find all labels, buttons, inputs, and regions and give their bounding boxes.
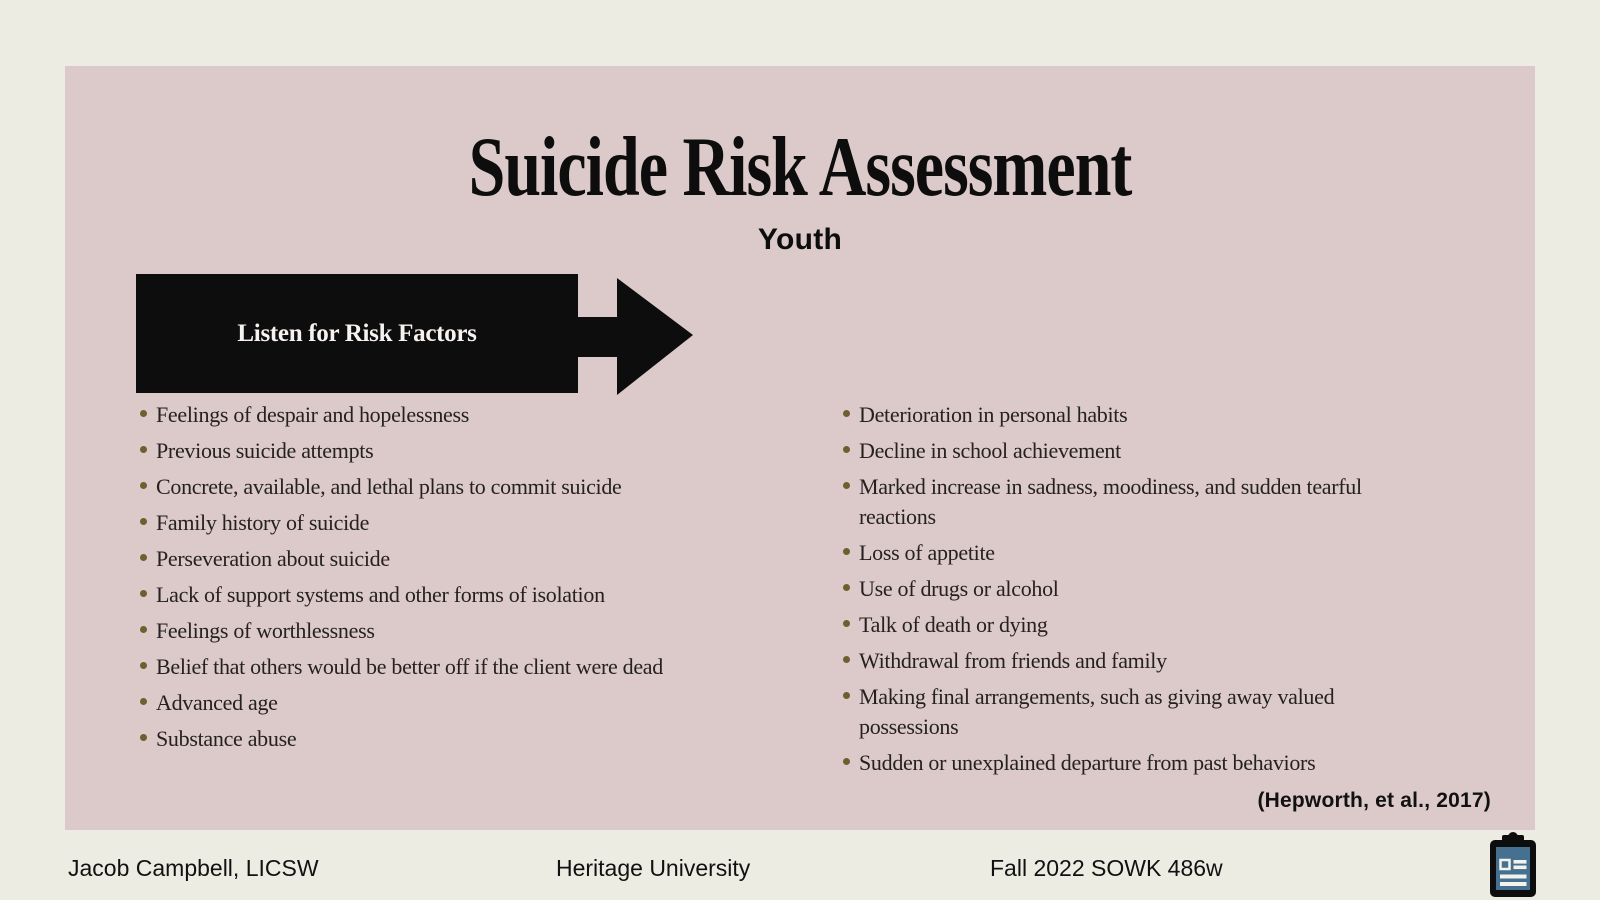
risk-factor-item: Sudden or unexplained departure from past behaviors — [840, 748, 1430, 778]
risk-factor-item: Previous suicide attempts — [137, 436, 827, 466]
risk-factor-item: Use of drugs or alcohol — [840, 574, 1430, 604]
slide-subtitle: Youth — [757, 223, 843, 256]
footer-course: Fall 2022 SOWK 486w — [990, 855, 1223, 881]
risk-factor-item: Belief that others would be better off if the client were dead — [137, 652, 827, 682]
arrow-label: Listen for Risk Factors — [237, 319, 477, 347]
risk-factor-item: Lack of support systems and other forms of isolation — [137, 580, 827, 610]
risk-factor-item: Making final arrangements, such as giving away valued possessions — [840, 682, 1430, 742]
footer-author: Jacob Campbell, LICSW — [68, 855, 319, 881]
risk-factor-item: Perseveration about suicide — [137, 544, 827, 574]
risk-factor-item: Decline in school achievement — [840, 436, 1430, 466]
risk-factor-item: Deterioration in personal habits — [840, 400, 1430, 430]
risk-factor-item: Concrete, available, and lethal plans to commit suicide — [137, 472, 827, 502]
footer-institution: Heritage University — [556, 855, 751, 881]
slide-title: Suicide Risk Assessment — [468, 120, 1132, 215]
arrow-label-wrap — [136, 274, 578, 393]
risk-factor-item: Substance abuse — [137, 724, 827, 754]
risk-factor-item: Advanced age — [137, 688, 827, 718]
clipboard-icon — [1489, 831, 1537, 899]
risk-factor-item: Withdrawal from friends and family — [840, 646, 1430, 676]
risk-factor-item: Family history of suicide — [137, 508, 827, 538]
risk-factor-item: Marked increase in sadness, moodiness, and sudden tearful reactions — [840, 472, 1430, 532]
risk-factor-item: Talk of death or dying — [840, 610, 1430, 640]
citation: (Hepworth, et al., 2017) — [1257, 789, 1491, 812]
slide-canvas — [65, 66, 1535, 830]
risk-factors-left-list — [137, 400, 827, 760]
risk-factor-item: Feelings of despair and hopelessness — [137, 400, 827, 430]
risk-factor-item: Loss of appetite — [840, 538, 1430, 568]
risk-factor-item: Feelings of worthlessness — [137, 616, 827, 646]
subtitle-row — [65, 220, 1535, 260]
title-row — [65, 110, 1535, 226]
risk-factors-right-list — [840, 400, 1430, 784]
